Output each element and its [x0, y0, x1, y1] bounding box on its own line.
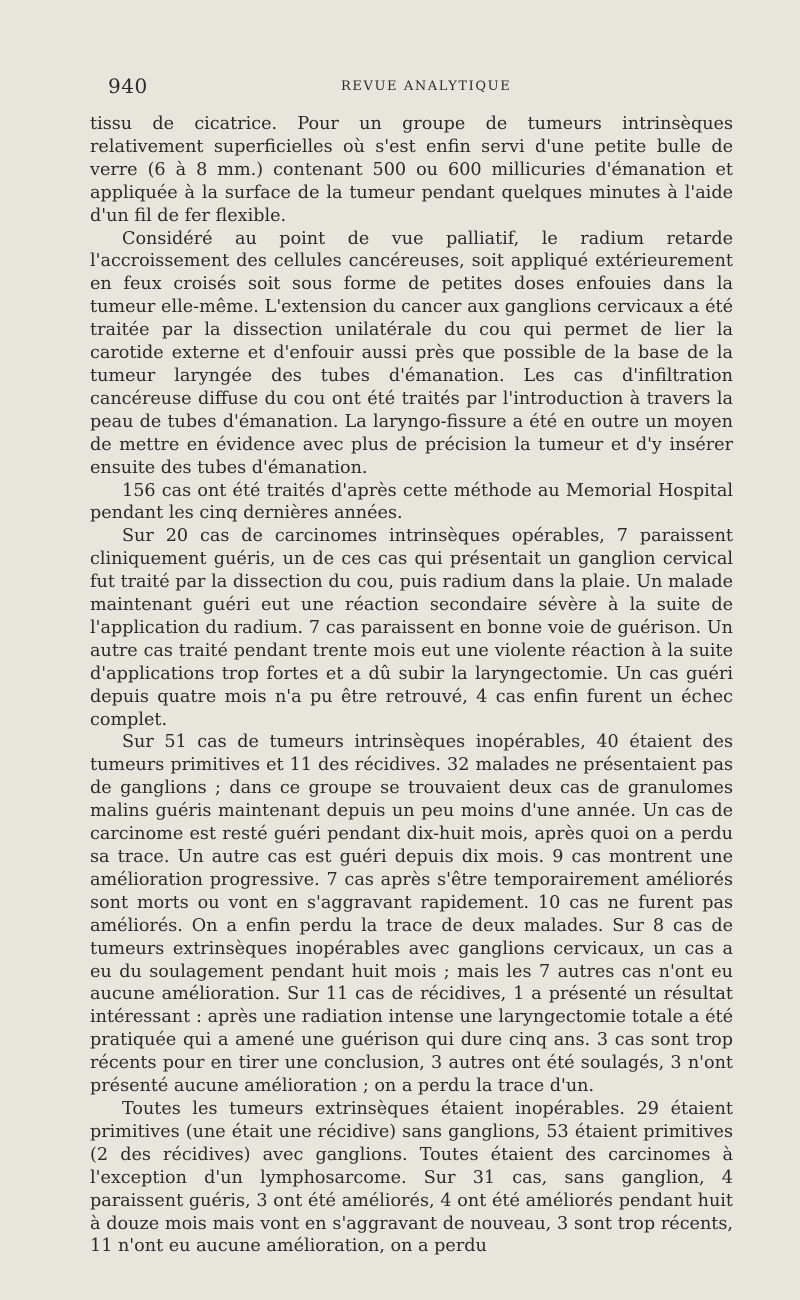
page-number: 940	[108, 74, 148, 98]
paragraph-continuation: tissu de cicatrice. Pour un groupe de tumeurs intrinsèques relativement superficielles où s'est enfin servi d'une petite bulle de verre (6 à 8 mm.) contenant 500 ou 600 millicuries d'émanation et appliquée à la surface de la tumeur pendant quelques minutes à l'aide d'un fil de fer flexible.	[90, 114, 733, 226]
paragraph: Considéré au point de vue palliatif, le radium retarde l'accroissement des cellules cancéreuses, soit appliqué extérieurement en feux croisés soit sous forme de petites doses enfouies dans la tumeur elle-même. L'extension du cancer aux ganglions cervicaux a été traitée par la dissection unilatérale du cou qui permet de lier la carotide externe et d'enfouir aussi près que possible de la base de la tumeur laryngée des tubes d'émanation. Les cas d'infiltration cancéreuse diffuse du cou ont été traités par l'introduction à travers la peau de tubes d'émanation. La laryngo-fissure a été en outre un moyen de mettre en évidence avec plus de précision la tumeur et d'y insérer ensuite des tubes d'émanation.	[90, 228, 733, 478]
paragraph: Sur 20 cas de carcinomes intrinsèques opérables, 7 paraissent cliniquement guéris, un de ces cas qui présentait un ganglion cervical fut traité par la dissection du cou, puis radium dans la plaie. Un malade maintenant guéri eut une réaction secondaire sévère à la suite de l'application du radium. 7 cas paraissent en bonne voie de guérison. Un autre cas traité pendant trente mois eut une violente réaction à la suite d'applications trop fortes et a dû subir la laryngectomie. Un cas guéri depuis quatre mois n'a pu être retrouvé, 4 cas enfin furent un échec complet.	[90, 526, 733, 730]
body-text	[90, 113, 733, 1258]
page-header	[108, 74, 738, 98]
running-title: REVUE ANALYTIQUE	[341, 79, 512, 94]
paragraph: Toutes les tumeurs extrinsèques étaient inopérables. 29 étaient primitives (une était une récidive) sans ganglions, 53 étaient primitives (2 des récidives) avec ganglions. Toutes étaient des carcinomes à l'exception d'un lymphosarcome. Sur 31 cas, sans ganglion, 4 paraissent guéris, 3 ont été améliorés, 4 ont été améliorés pendant huit à douze mois mais vont en s'aggravant de nouveau, 3 sont trop récents, 11 n'ont eu aucune amélioration, on a perdu	[90, 1098, 733, 1257]
paragraph: Sur 51 cas de tumeurs intrinsèques inopérables, 40 étaient des tumeurs primitives et 11 des récidives. 32 malades ne présentaient pas de ganglions ; dans ce groupe se trouvaient deux cas de granulomes malins guéris maintenant depuis un peu moins d'une année. Un cas de carcinome est resté guéri pendant dix-huit mois, après quoi on a perdu sa trace. Un autre cas est guéri depuis dix mois. 9 cas montrent une amélioration progressive. 7 cas après s'être temporairement améliorés sont morts ou vont en s'aggravant rapidement. 10 cas ne furent pas améliorés. On a enfin perdu la trace de deux malades. Sur 8 cas de tumeurs extrinsèques inopérables avec ganglions cervicaux, un cas a eu du soulagement pendant huit mois ; mais les 7 autres cas n'ont eu aucune amélioration. Sur 11 cas de récidives, 1 a présenté un résultat intéressant : après une radiation intense une laryngectomie totale a été pratiquée qui a amené une guérison qui dure cinq ans. 3 cas sont trop récents pour en tirer une conclusion, 3 autres ont été soulagés, 3 n'ont présenté aucune amélioration ; on a perdu la trace d'un.	[90, 732, 733, 1097]
paragraph: 156 cas ont été traités d'après cette méthode au Memorial Hospital pendant les cinq dernières années.	[90, 480, 733, 524]
